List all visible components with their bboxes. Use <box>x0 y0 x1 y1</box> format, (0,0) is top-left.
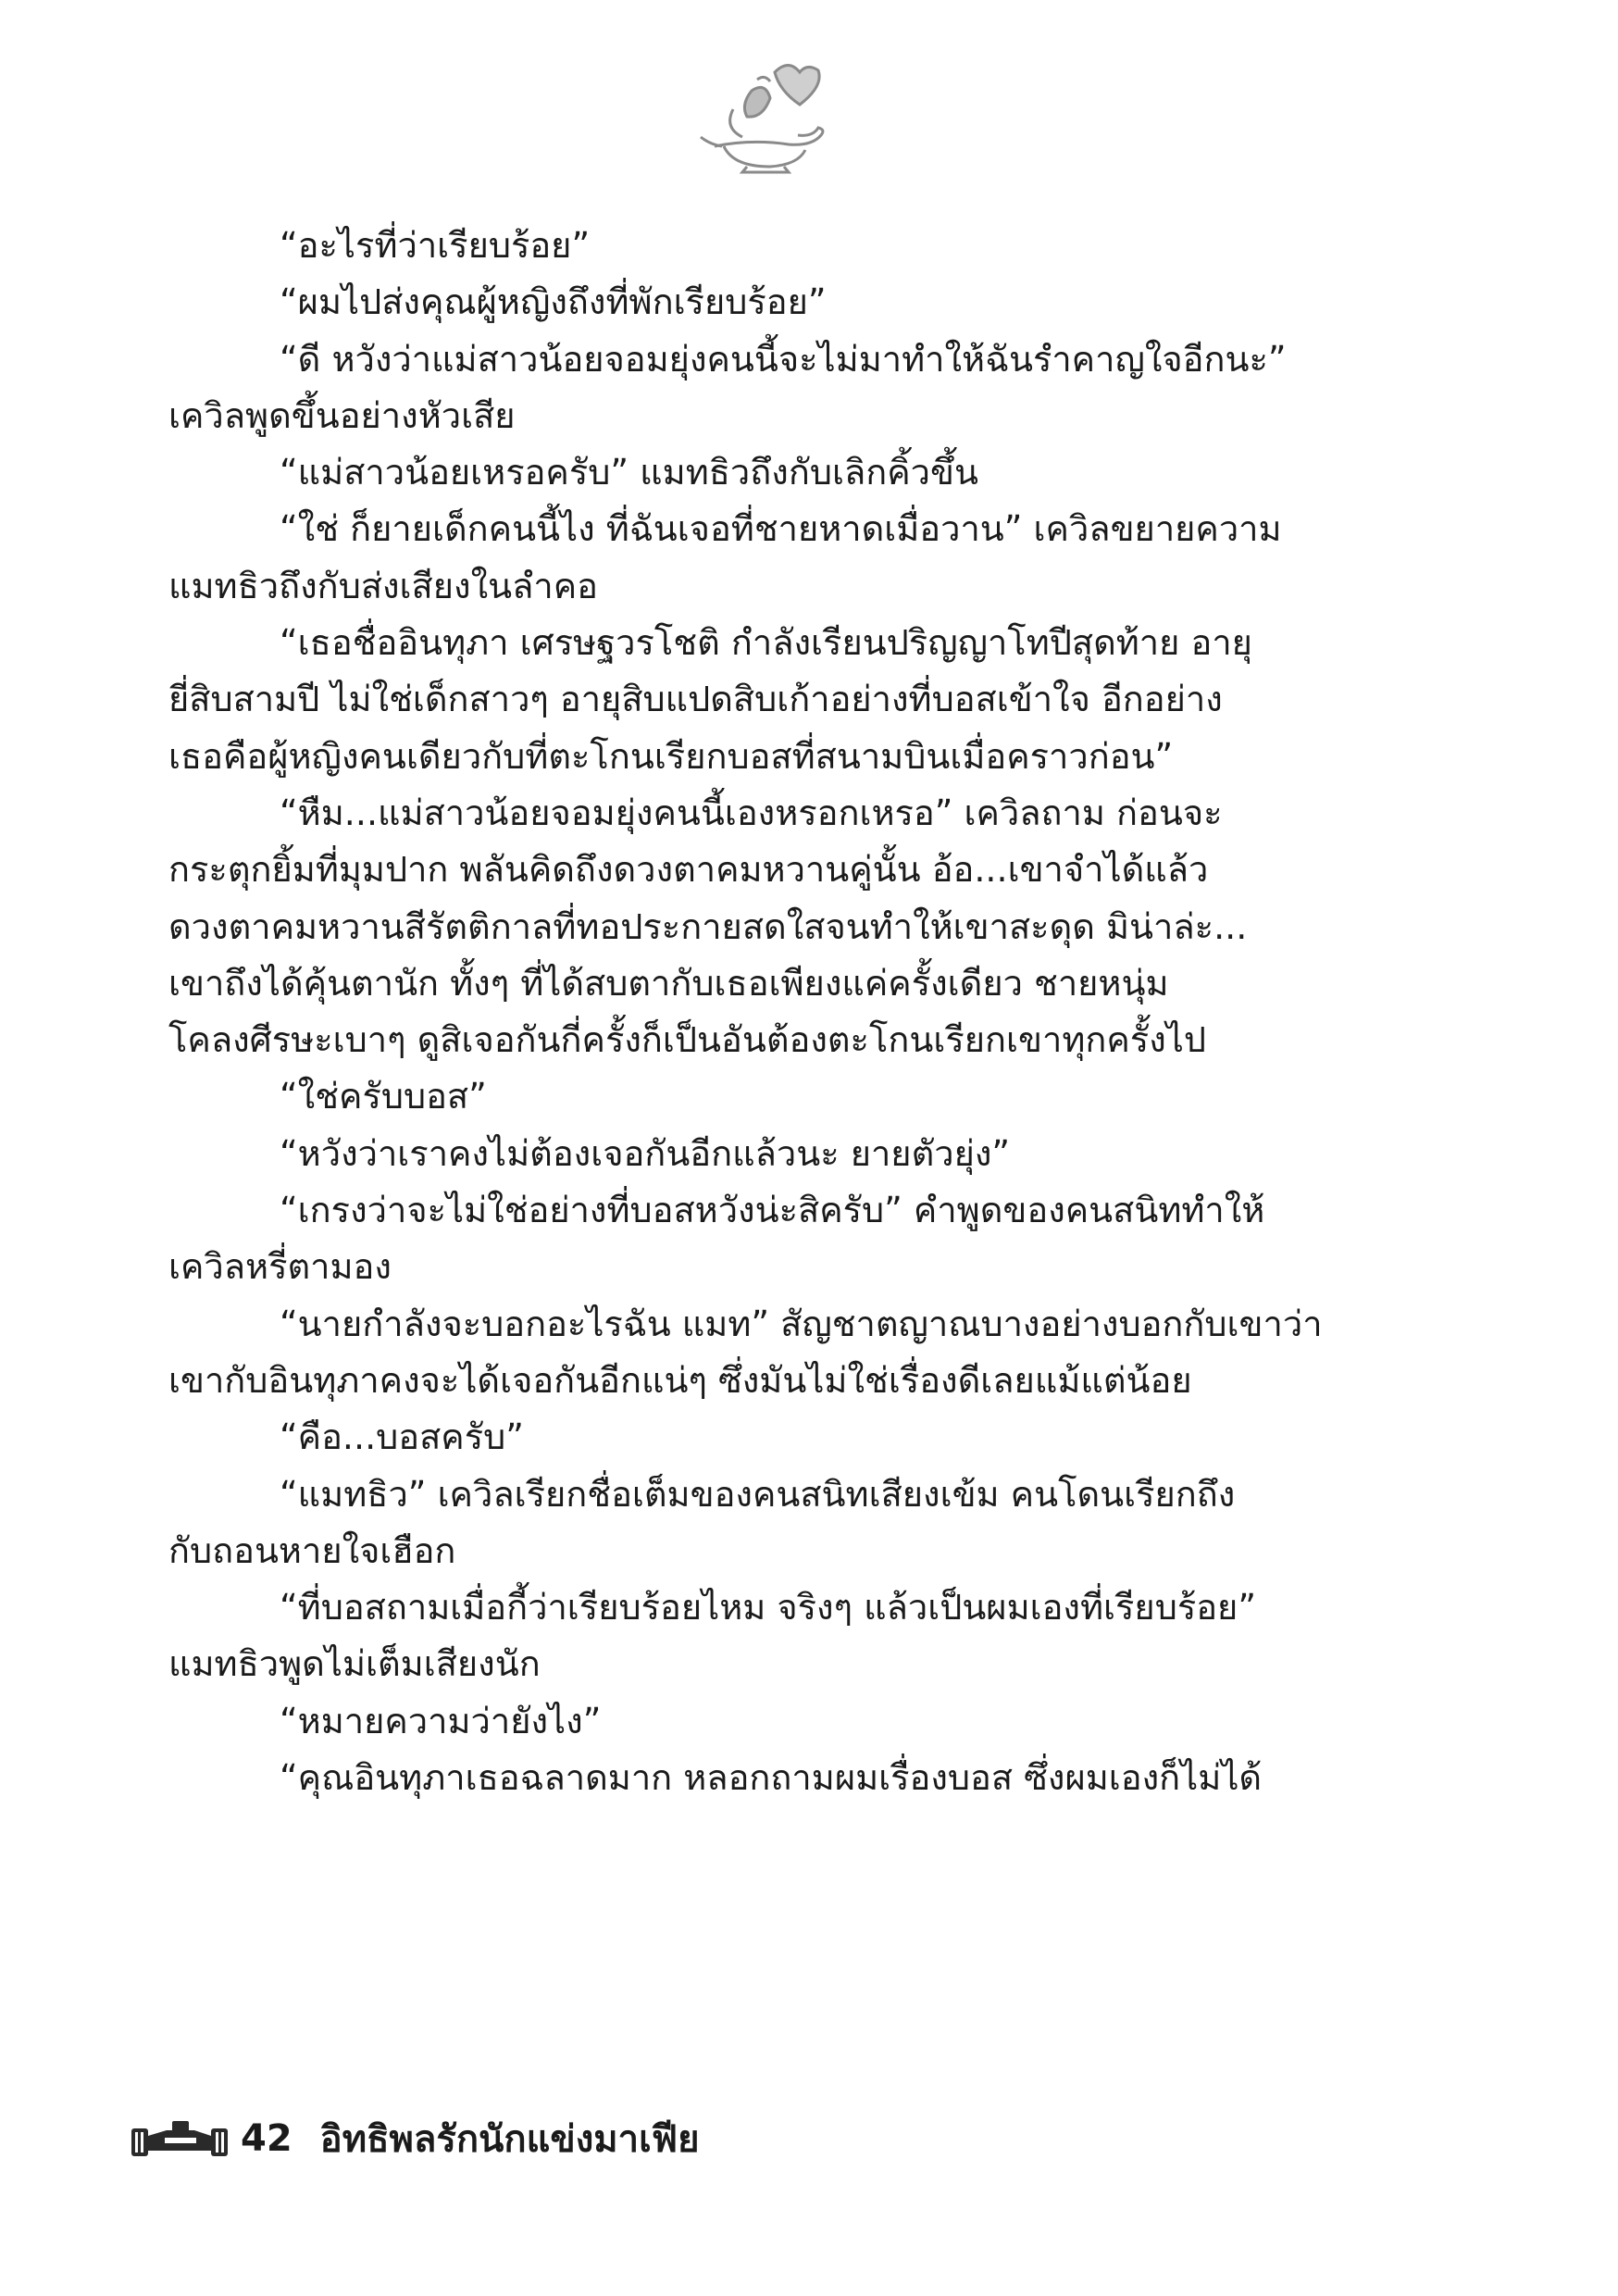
text-line: แมทธิวพูดไม่เต็มเสียงนัก <box>168 1643 541 1685</box>
body-text <box>168 218 1358 1806</box>
text-line: เควิลพูดขึ้นอย่างหัวเสีย <box>168 394 516 436</box>
text-line: “เกรงว่าจะไม่ใช่อย่างที่บอสหวังน่ะสิครับ” คำพูดของคนสนิททำให้ <box>280 1190 1265 1231</box>
book-title: อิทธิพลรักนักแข่งมาเฟีย <box>319 2118 700 2161</box>
text-line: “ผมไปส่งคุณผู้หญิงถึงที่พักเรียบร้อย” <box>280 281 827 323</box>
text-line: กับถอนหายใจเฮือก <box>168 1529 456 1571</box>
text-line: “ที่บอสถามเมื่อกี้ว่าเรียบร้อยไหม จริงๆ แล้วเป็นผมเองที่เรียบร้อย” <box>280 1587 1257 1628</box>
text-line: “หวังว่าเราคงไม่ต้องเจอกันอีกแล้วนะ ยายตัวยุ่ง” <box>280 1132 1011 1174</box>
text-line: “แมทธิว” เควิลเรียกชื่อเต็มของคนสนิทเสียงเข้ม คนโดนเรียกถึง <box>280 1473 1236 1515</box>
text-line: “หมายความว่ายังไง” <box>280 1700 602 1741</box>
text-line: “ดี หวังว่าแม่สาวน้อยจอมยุ่งคนนี้จะไม่มาทำให้ฉันรำคาญใจอีกนะ” <box>280 338 1287 380</box>
text-line: “ใช่ ก็ยายเด็กคนนี้ไง ที่ฉันเจอที่ชายหาดเมื่อวาน” เควิลขยายความ <box>280 508 1282 550</box>
text-line: เควิลหรี่ตามอง <box>168 1246 392 1288</box>
page-footer <box>130 2106 700 2171</box>
page-number: 42 <box>241 2117 292 2160</box>
text-line: เขาถึงได้คุ้นตานัก ทั้งๆ ที่ได้สบตากับเธอเพียงแค่ครั้งเดียว ชายหนุ่ม <box>168 962 1169 1004</box>
text-line: “เธอชื่ออินทุภา เศรษฐวรโชติ กำลังเรียนปริญญาโทปีสุดท้าย อายุ <box>280 622 1252 664</box>
text-line: ดวงตาคมหวานสีรัตติกาลที่ทอประกายสดใสจนทำให้เขาสะดุด มิน่าล่ะ... <box>168 905 1248 947</box>
text-line: โคลงศีรษะเบาๆ ดูสิเจอกันกี่ครั้งก็เป็นอันต้องตะโกนเรียกเขาทุกครั้งไป <box>168 1019 1206 1061</box>
genie-lamp-cupid-icon <box>696 54 835 174</box>
text-line: แมทธิวถึงกับส่งเสียงในลำคอ <box>168 565 598 606</box>
text-line: เขากับอินทุภาคงจะได้เจอกันอีกแน่ๆ ซึ่งมันไม่ใช่เรื่องดีเลยแม้แต่น้อย <box>168 1359 1192 1401</box>
text-line: “นายกำลังจะบอกอะไรฉัน แมท” สัญชาตญาณบางอย่างบอกกับเขาว่า <box>280 1303 1323 1344</box>
text-line: “อะไรที่ว่าเรียบร้อย” <box>280 225 591 266</box>
text-line: “แม่สาวน้อยเหรอครับ” แมทธิวถึงกับเลิกคิ้วขึ้น <box>280 452 978 493</box>
text-line: ยี่สิบสามปี ไม่ใช่เด็กสาวๆ อายุสิบแปดสิบเก้าอย่างที่บอสเข้าใจ อีกอย่าง <box>168 679 1223 720</box>
text-line: เธอคือผู้หญิงคนเดียวกับที่ตะโกนเรียกบอสที่สนามบินเมื่อคราวก่อน” <box>168 735 1174 777</box>
text-line: “หืม...แม่สาวน้อยจอมยุ่งคนนี้เองหรอกเหรอ” เควิลถาม ก่อนจะ <box>280 792 1223 833</box>
race-car-icon <box>130 2115 231 2162</box>
text-line: กระตุกยิ้มที่มุมปาก พลันคิดถึงดวงตาคมหวานคู่นั้น อ้อ...เขาจำได้แล้ว <box>168 849 1209 891</box>
text-line: “ใช่ครับบอส” <box>280 1076 487 1117</box>
text-line: “คือ...บอสครับ” <box>280 1416 524 1458</box>
text-line: “คุณอินทุภาเธอฉลาดมาก หลอกถามผมเรื่องบอส ซึ่งผมเองก็ไม่ได้ <box>280 1757 1263 1799</box>
